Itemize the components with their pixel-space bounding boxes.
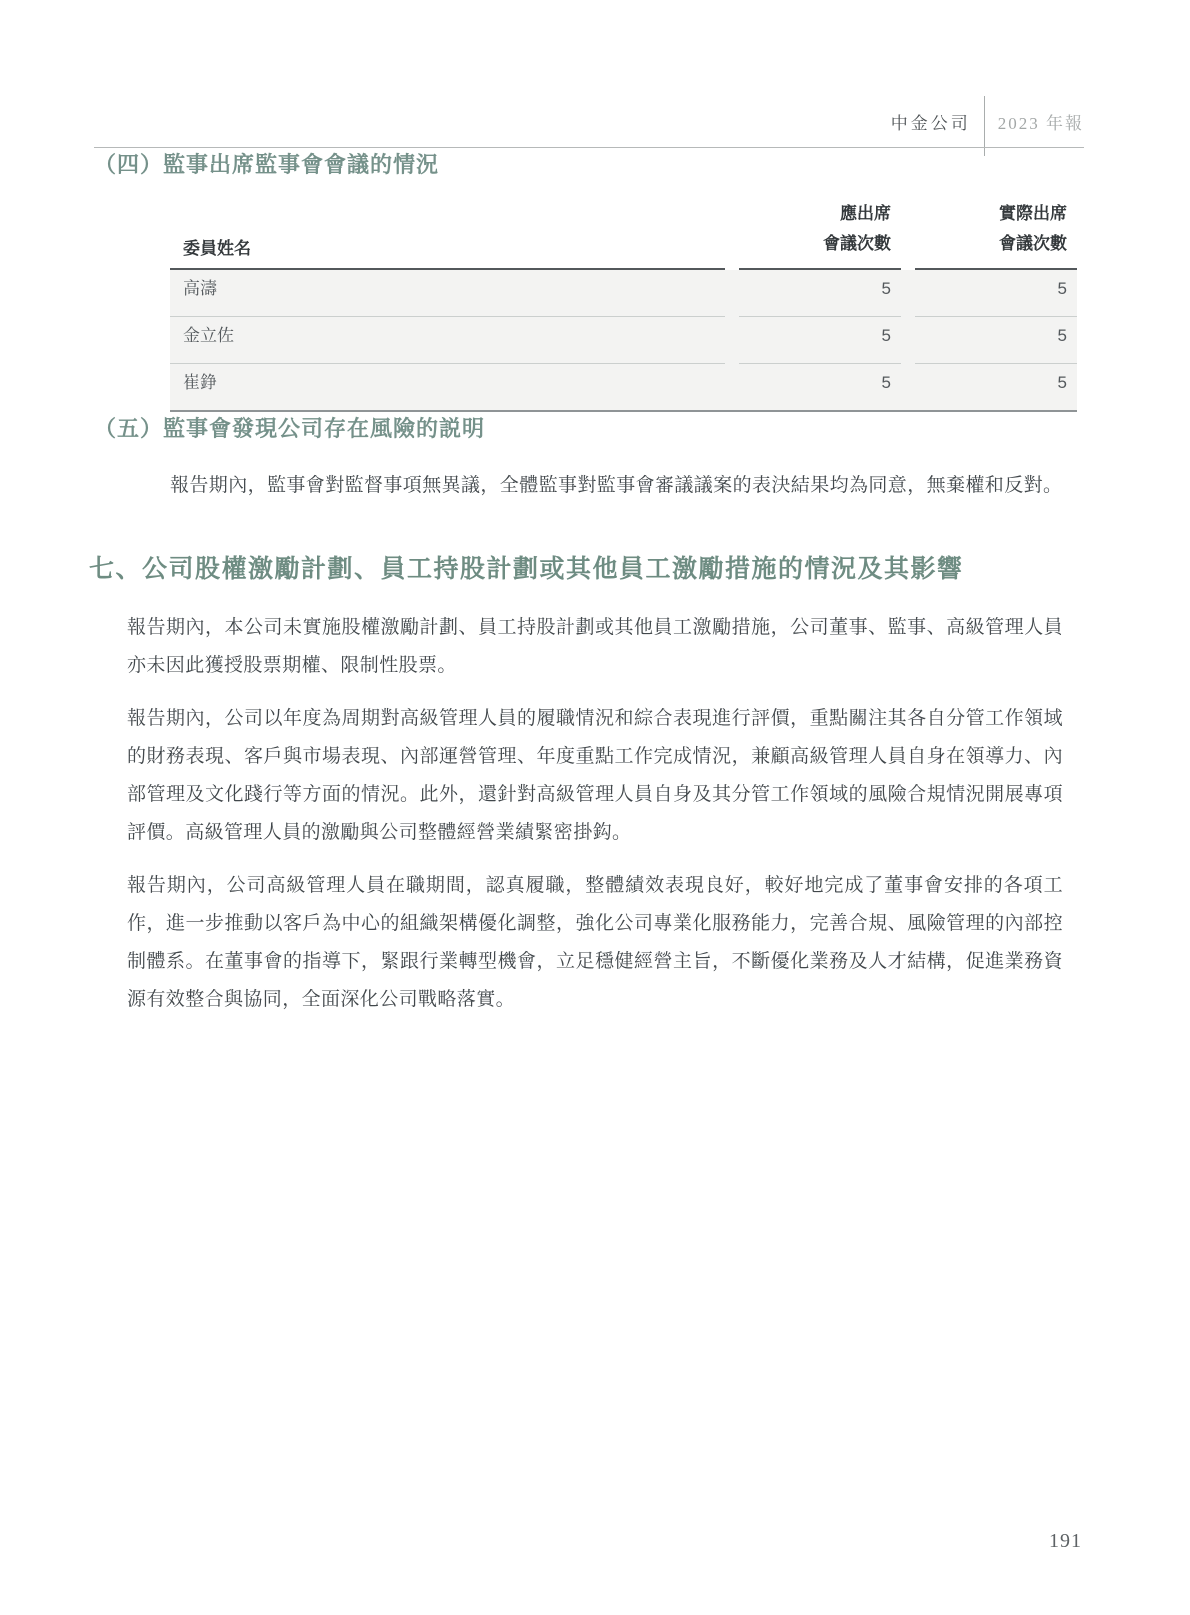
page-content [89,148,1084,1019]
section7-paragraph-1: 報告期內，本公司未實施股權激勵計劃、員工持股計劃或其他員工激勵措施，公司董事、監事、高級管理人員亦未因此獲授股票期權、限制性股票。 [127,617,1063,676]
section7-heading: 七、公司股權激勵計劃、員工持股計劃或其他員工激勵措施的情況及其影響 [89,555,964,583]
attended-count: 5 [915,270,1077,317]
column-header-attended [915,199,1077,270]
column-header-name: 委員姓名 [170,234,725,270]
member-name: 金立佐 [170,317,725,364]
section7-paragraph-3: 報告期內，公司高級管理人員在職期間，認真履職，整體績效表現良好，較好地完成了董事會安排的各項工作，進一步推動以客戶為中心的組織架構優化調整，強化公司專業化服務能力，完善合規、風險管理的內部控制體系。在董事會的指導下，緊跟行業轉型機會，立足穩健經營主旨，不斷優化業務及人才結構，促進業務資源有效整合與協同，全面深化公司戰略落實。 [127,875,1063,1010]
attended-count: 5 [915,317,1077,364]
attendance-table [170,199,1077,412]
required-count: 5 [881,373,891,392]
column-header-required-line2: 會議次數 [823,234,891,253]
section5-heading: （五）監事會發現公司存在風險的説明 [94,416,486,441]
section4-heading: （四）監事出席監事會會議的情況 [94,152,440,177]
table-row [170,364,1077,410]
page-number: 191 [1049,1530,1082,1552]
company-name: 中金公司 [890,114,971,133]
member-name: 崔錚 [183,373,217,392]
report-edition: 2023 年報 [997,114,1084,133]
table-header-row [170,199,1077,270]
member-name: 高濤 [170,270,725,317]
attended-count: 5 [1057,373,1067,392]
column-header-attended-line1: 實際出席 [999,204,1067,223]
required-count: 5 [739,317,901,364]
section5-paragraph: 報告期內，監事會對監督事項無異議，全體監事對監事會審議議案的表決結果均為同意，無棄權和反對。 [170,475,1063,496]
table-body [170,270,1077,412]
table-row [170,270,1077,317]
column-header-required-line1: 應出席 [840,204,891,223]
column-header-required [739,199,901,270]
required-count: 5 [739,270,901,317]
column-header-attended-line2: 會議次數 [999,234,1067,253]
section7-paragraph-2: 報告期內，公司以年度為周期對高級管理人員的履職情況和綜合表現進行評價，重點關注其各自分管工作領域的財務表現、客戶與市場表現、內部運營管理、年度重點工作完成情況，兼顧高級管理人員自身在領導力、內部管理及文化踐行等方面的情況。此外，還針對高級管理人員自身及其分管工作領域的風險合規情況開展專項評價。高級管理人員的激勵與公司整體經營業績緊密掛鈎。 [127,708,1063,843]
table-row [170,317,1077,364]
